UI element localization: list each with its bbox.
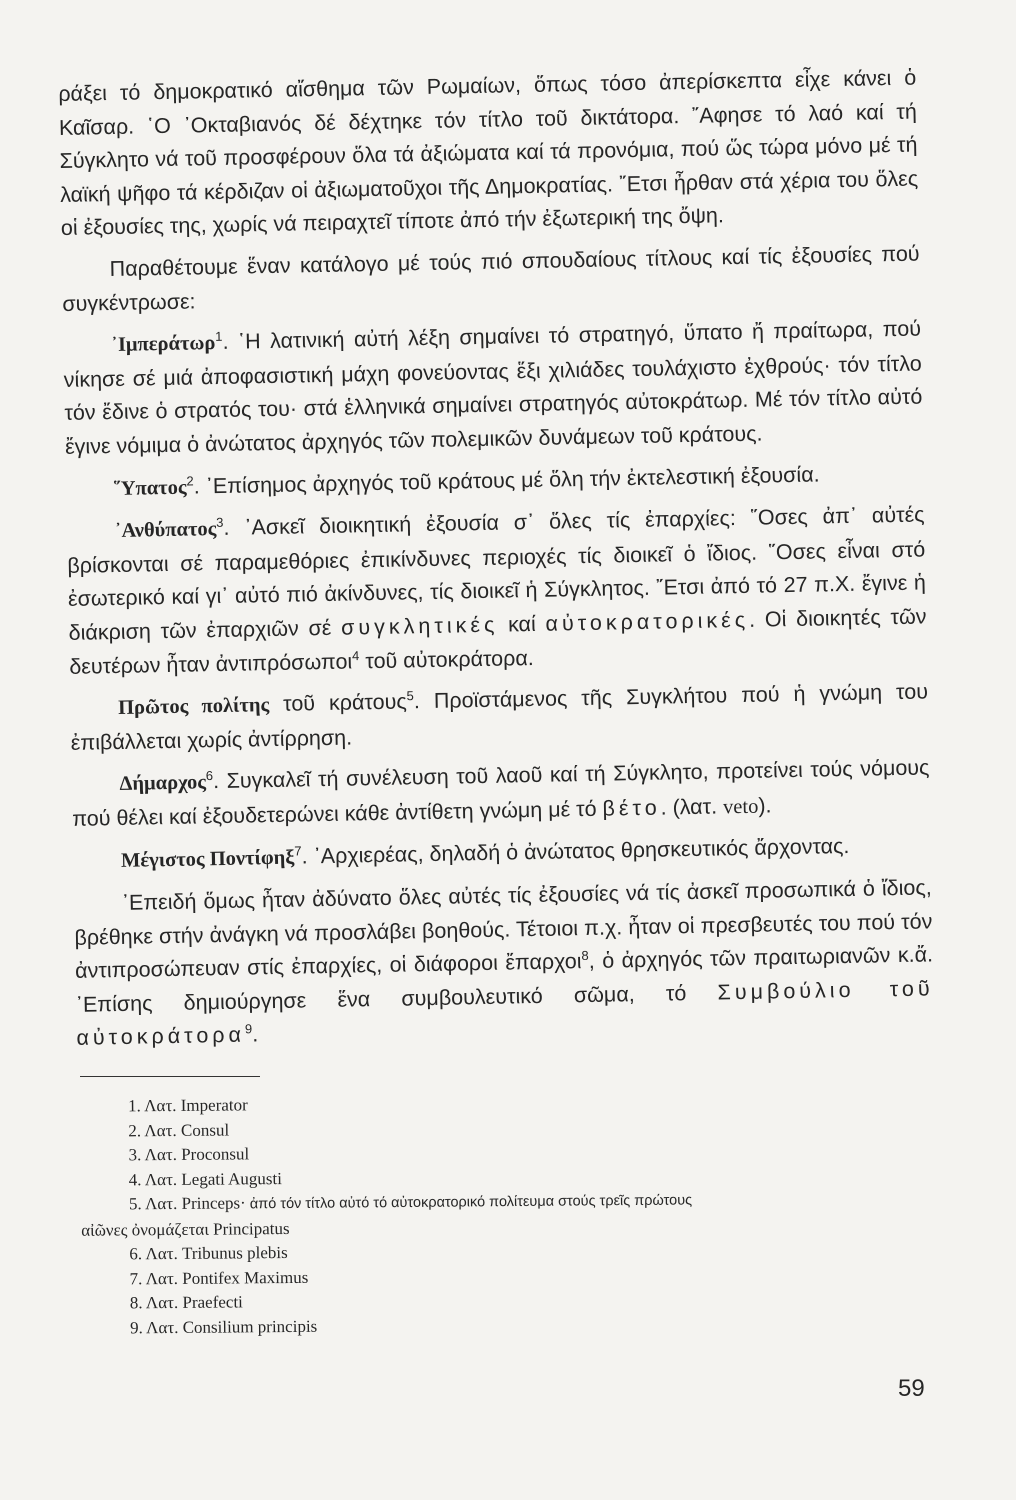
footnote-number: 3. [128, 1145, 142, 1165]
footnote-number: 7. [129, 1268, 143, 1288]
term-tribune: Δήμαρχος [119, 771, 207, 796]
entry-first-citizen-text-b: . Προϊστάμενος τῆς Συγκλήτου πού ἡ γνώμη του ἐπιβάλλεται χωρίς ἀντίρρηση. [70, 679, 929, 755]
entry-proconsul-text-b: καί [498, 611, 546, 637]
entry-first-citizen [70, 676, 929, 761]
footnote-ref-9: 9 [244, 1021, 253, 1037]
entry-imperator-text: . ῾Η λατινική αὐτή λέξη σημαίνει τό στρατηγό, ὕπατο ἤ πραίτωρα, πού νίκησε σέ μιά ἀποφασιστική μάχη φονεύοντας ἕξι χιλιάδες τουλάχιστο ἐχθρούς· τόν τίτλο τόν ἔδινε ὁ στρατός του· στά ἑλληνικά σημαίνει στρατηγός αὐτοκράτωρ. Μέ τόν τίτλο αὐτό ἔγινε νόμιμα ὁ ἀνώτατος ἀρχηγός τῶν πολεμικῶν δυνάμεων τοῦ κράτους. [63, 316, 923, 459]
footnote-text: Λατ. Proconsul [144, 1144, 250, 1165]
entry-first-citizen-text-a: τοῦ κράτους [268, 689, 407, 717]
entry-tribune-text-c: ). [758, 793, 772, 818]
conclusion-text-a: ᾿Επειδή ὅμως ἦταν ἀδύνατο ὅλες αὐτές τίς ἐξουσίες νά τίς ἀσκεῖ προσωπικά ὁ ἴδιος, βρέθηκε στήν ἀνάγκη νά προσλάβει βοηθούς. Τέτοιοι π.χ. ἦταν οἱ πρεσβευτές του πού τόν ἀντιπροσώπευαν στίς ἐπαρχίες, οἱ διάφοροι ἔπαρχοι [74, 875, 933, 984]
footnote-number: 9. [129, 1317, 143, 1337]
entry-tribune-text-b: . (λατ. [660, 794, 724, 820]
footnote-ref-7: 7 [294, 843, 302, 859]
footnote-text: Λατ. Pontifex Maximus [145, 1267, 309, 1288]
entry-proconsul-text-d: τοῦ αὐτοκράτορα. [359, 645, 534, 673]
footnotes [58, 1088, 918, 1341]
footnote-number: 1. [128, 1096, 141, 1116]
footnote-ref-2: 2 [186, 472, 194, 488]
entry-tribune [71, 752, 930, 838]
entry-tribune-text-a: . Συγκαλεῖ τή συνέλευση τοῦ λαοῦ καί τή Σύγκλητο, προτείνει τούς νόμους πού θέλει καί ἐξουδετερώνει κάθε ἀντίθετη γνώμη μέ τό [71, 755, 930, 831]
footnote-ref-3: 3 [216, 514, 224, 531]
entry-imperator [63, 313, 923, 465]
spaced-word-senatorial: συγκλητικές [340, 612, 499, 640]
footnote-number: 6. [129, 1244, 143, 1264]
page-number: 59 [898, 1375, 925, 1402]
footnote-ref-6: 6 [205, 768, 214, 784]
term-imperator: ᾿Ιμπεράτωρ [110, 332, 216, 357]
entry-consul-text: . ᾿Επίσημος ἀρχηγός τοῦ κράτους μέ ὅλη τήν ἐκτελεστική ἐξουσία. [193, 461, 820, 498]
footnote-text: Λατ. Princeps· [144, 1193, 246, 1214]
footnote-text: Λατ. Imperator [144, 1095, 248, 1116]
paragraph-intro: ράξει τό δημοκρατικό αἴσθημα τῶν Ρωμαίων, ὅπως τόσο ἀπερίσκεπτα εἶχε κάνει ὁ Καῖσαρ. ῾Ο ᾿Οκταβιανός δέ δέχτηκε τόν τίτλο τοῦ δικτάτορα. ῎Αφησε τό λαό καί τή Σύγκλητο νά τοῦ προσφέρουν ὅλα τά ἀξιώματα καί τά προνόμια, πού ὥς τώρα μόνο μέ τή λαϊκή ψῆφο τά κέρδιζαν οἱ ἀξιωματοῦχοι τῆς Δημοκρατίας. ῎Ετσι ἦρθαν στά χέρια του ὅλες οἱ ἐξουσίες της, χωρίς νά πειραχτεῖ τίποτε ἀπό τήν ἐξωτερική της ὄψη. [58, 65, 919, 241]
entry-proconsul [66, 499, 927, 684]
footnote-text: Λατ. Legati Augusti [144, 1168, 283, 1189]
spaced-word-imperial: αὐτοκρατορικές [545, 607, 750, 636]
footnote-ref-1: 1 [215, 328, 223, 345]
entry-pontifex-text: . ᾿Αρχιερέας, δηλαδή ὁ ἀνώτατος θρησκευτικός ἄρχοντας. [301, 834, 850, 869]
entry-consul [66, 456, 925, 507]
conclusion-text-b: , ὁ ἀρχηγός τῶν πραιτωριανῶν κ.ἄ. ᾿Επίσης δημιούργησε ἕνα συμβουλευτικό σῶμα, τό [75, 942, 934, 1017]
paragraph-list-intro: Παραθέτουμε ἕναν κατάλογο μέ τούς πιό σπουδαίους τίτλους καί τίς ἐξουσίες πού συγκέντρωσε: [62, 241, 920, 316]
term-first-citizen: Πρῶτος πολίτης [117, 694, 270, 720]
entry-proconsul-text-c: . Οἱ διοικητές τῶν δευτέρων ἦταν ἀντιπρόσωποι [69, 604, 927, 679]
latin-word-veto: veto [722, 795, 759, 819]
entry-proconsul-text-a: . ᾿Ασκεῖ διοικητική ἐξουσία σ᾿ ὅλες τίς ἐπαρχίες: ῞Οσες ἀπ᾿ αὐτές βρίσκονται σέ παραμεθόριες ἐπικίνδυνες περιοχές τίς διοικεῖ ὁ ἴδιος. ῞Οσες εἶναι στό ἐσωτερικό καί γι᾿ αὐτό πιό ἀκίνδυνες, τίς διοικεῖ ἡ Σύγκλητος. ῎Ετσι ἀπό τό 27 π.Χ. ἔγινε ἡ διάκριση τῶν ἐπαρχιῶν σέ [67, 502, 927, 645]
spaced-word-veto: βέτο [602, 795, 661, 821]
term-consul: ῞Υπατος [113, 476, 187, 500]
footnote-text: Λατ. Consul [144, 1120, 230, 1140]
footnote-text: Λατ. Praefecti [145, 1292, 243, 1313]
term-proconsul: ᾿Ανθύπατος [114, 518, 217, 543]
footnote-text: Λατ. Consilium principis [146, 1316, 318, 1337]
footnote-ref-8: 8 [581, 948, 589, 964]
footnote-5-continuation: αἰῶνες ὀνομάζεται Principatus [81, 1218, 290, 1240]
footnote-ref-5: 5 [406, 688, 414, 704]
term-pontifex: Μέγιστος Ποντίφηξ [120, 847, 295, 873]
footnote-number: 5. [128, 1194, 142, 1214]
footnote-number: 8. [129, 1293, 143, 1313]
footnote-comment: ἀπό τόν τίτλο αὐτό τό αὐτοκρατορικό πολίτευμα στούς τρεῖς πρώτους [245, 1192, 693, 1213]
conclusion-text-c: . [251, 1022, 259, 1047]
footnote-number: 2. [128, 1120, 142, 1140]
footnote-number: 4. [128, 1169, 142, 1189]
main-text [58, 62, 935, 1056]
entry-pontifex [73, 829, 932, 880]
paragraph-conclusion [74, 871, 935, 1055]
spaced-phrase-council: Συμβούλιο τοῦ αὐτοκράτορα [76, 976, 934, 1051]
footnote-text: Λατ. Tribunus plebis [145, 1243, 288, 1264]
footnote-ref-4: 4 [351, 647, 360, 663]
footnote-separator [80, 1076, 260, 1077]
